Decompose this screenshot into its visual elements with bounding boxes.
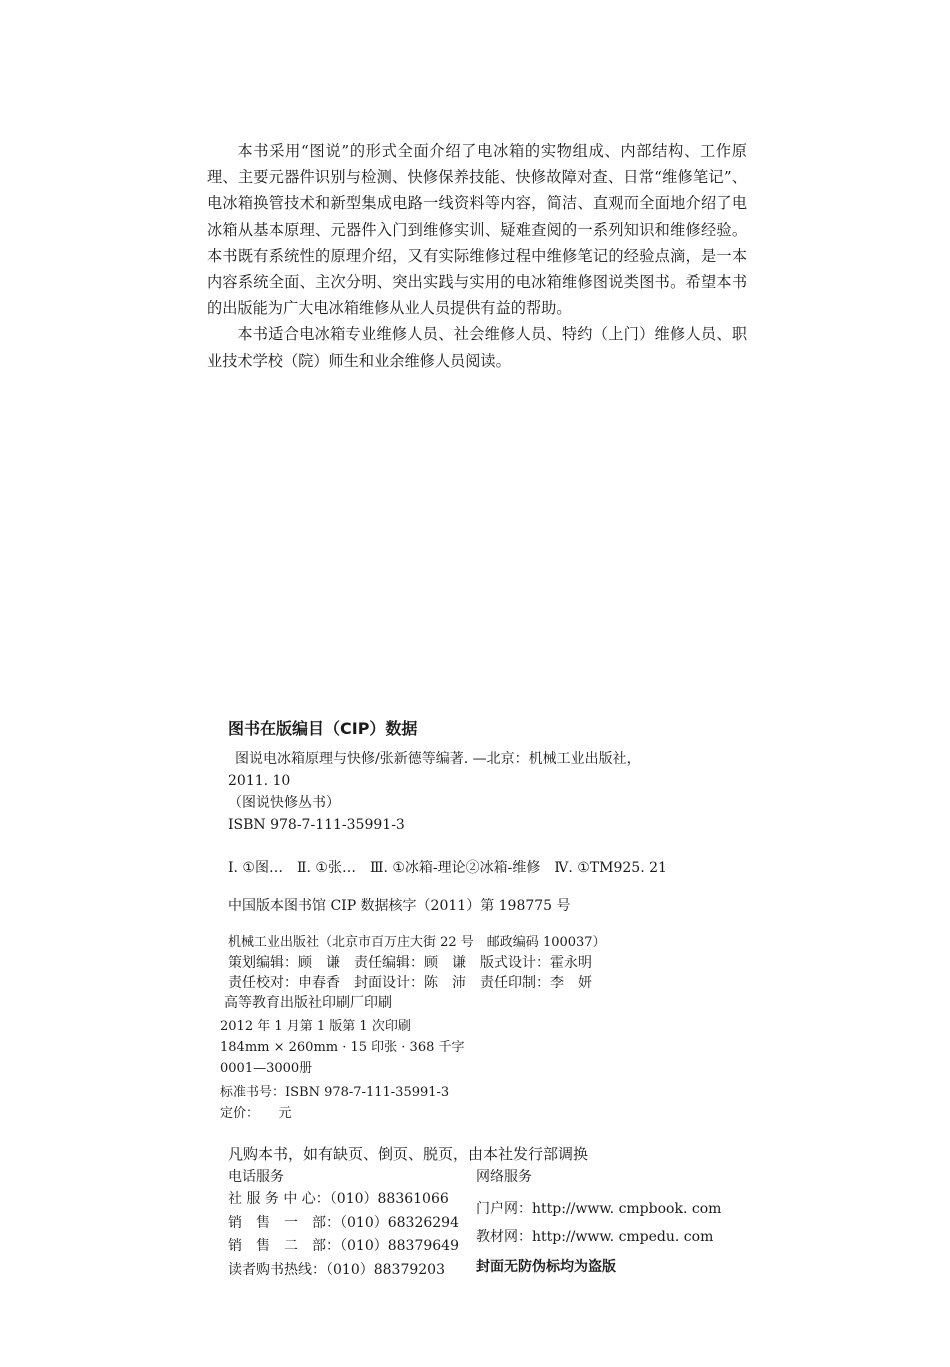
print-info <box>220 1016 465 1124</box>
cip-line-1: 图说电冰箱原理与快修/张新德等编著. —北京：机械工业出版社， <box>235 751 641 767</box>
price-line: 定价： 元 <box>220 1106 292 1121</box>
antipiracy-notice: 封面无防伪标均为盗版 <box>476 1259 616 1275</box>
cip-verification: 中国版本图书馆 CIP 数据核字（2011）第 198775 号 <box>228 898 571 914</box>
cip-record <box>228 748 641 836</box>
standard-number-line: 标准书号：ISBN 978-7-111-35991-3 <box>220 1085 450 1100</box>
editors-line: 策划编辑：顾 谦 责任编辑：顾 谦 版式设计：霍永明 <box>228 955 592 971</box>
phone-line: 销 售 一 部：（010）68326294 <box>228 1214 459 1231</box>
cip-isbn: ISBN 978-7-111-35991-3 <box>228 817 405 833</box>
phone-service-heading: 电话服务 <box>228 1169 284 1185</box>
publisher-line: 机械工业出版社（北京市百万庄大街 22 号 邮政编码 100037） <box>228 935 606 950</box>
printer-line: 高等教育出版社印刷厂印刷 <box>224 995 392 1011</box>
cip-title: 图书在版编目（CIP）数据 <box>228 719 418 738</box>
format-line: 184mm × 260mm · 15 印张 · 368 千字 <box>220 1040 465 1055</box>
education-website: 教材网：http://www. cmpedu. com <box>476 1229 714 1245</box>
phone-line: 读者购书热线：（010）88379203 <box>228 1261 445 1278</box>
abstract-paragraph-2: 本书适合电冰箱专业维修人员、社会维修人员、特约（上门）维修人员、职业技术学校（院）师生和业余维修人员阅读。 <box>207 325 747 370</box>
book-abstract <box>207 138 747 374</box>
phone-line: 销 售 二 部：（010）88379649 <box>228 1238 459 1254</box>
cip-classification: Ⅰ. ①图… Ⅱ. ①张… Ⅲ. ①冰箱-理论②冰箱-维修 Ⅳ. ①TM925. 21 <box>228 860 667 876</box>
phone-line: 社 服 务 中 心：（010）88361066 <box>228 1191 449 1207</box>
network-service-heading: 网络服务 <box>476 1169 532 1185</box>
cip-line-3: （图说快修丛书） <box>228 795 340 811</box>
replacement-notice: 凡购本书，如有缺页、倒页、脱页，由本社发行部调换 <box>228 1145 589 1163</box>
proof-line: 责任校对：申春香 封面设计：陈 沛 责任印制：李 妍 <box>228 975 592 991</box>
edition-line: 2012 年 1 月第 1 版第 1 次印刷 <box>220 1019 411 1034</box>
copies-line: 0001—3000册 <box>220 1061 313 1076</box>
abstract-paragraph-1: 本书采用“图说”的形式全面介绍了电冰箱的实物组成、内部结构、工作原理、主要元器件识别与检测、快修保养技能、快修故障对查、日常“维修笔记”、电冰箱换管技术和新型集成电路一线资料等内容，简洁、直观而全面地介绍了电冰箱从基本原理、元器件入门到维修实训、疑难查阅的一系列知识和维修经验。本书既有系统性的原理介绍，又有实际维修过程中维修笔记的经验点滴，是一本内容系统全面、主次分明、突出实践与实用的电冰箱维修图说类图书。希望本书的出版能为广大电冰箱维修从业人员提供有益的帮助。 <box>207 142 747 318</box>
publication-info <box>224 933 606 1013</box>
portal-website: 门户网：http://www. cmpbook. com <box>476 1201 722 1217</box>
cip-line-2: 2011. 10 <box>228 773 291 789</box>
phone-list <box>228 1188 459 1282</box>
